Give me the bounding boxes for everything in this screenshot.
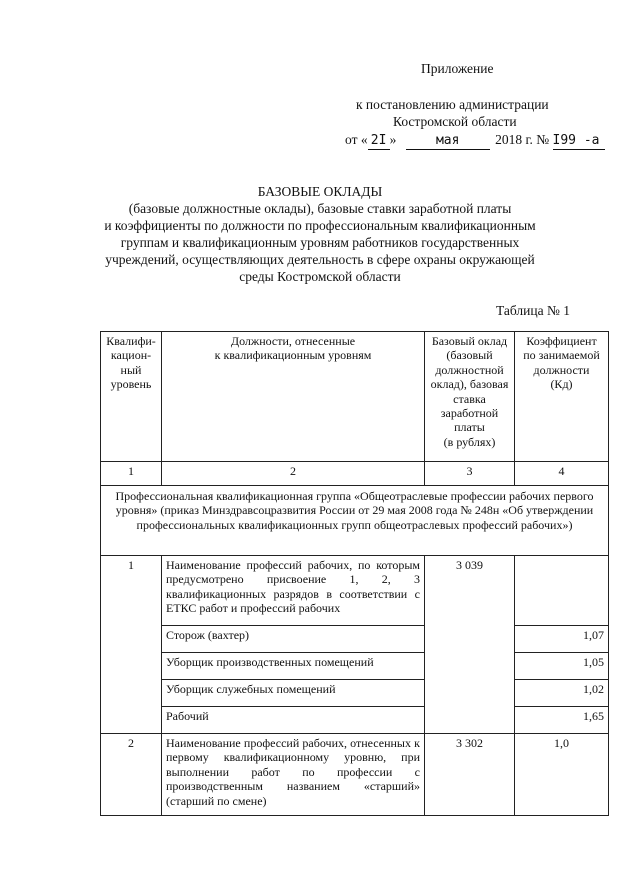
position-coefficient: 1,0: [515, 734, 609, 816]
header-positions: Должности, отнесенные к квалификационным уровням: [162, 332, 425, 462]
table-label: Таблица № 1: [496, 303, 570, 318]
date-day: 2I: [368, 132, 390, 150]
position-name: Сторож (вахтер): [162, 626, 425, 653]
region-label: Костромской области: [393, 114, 517, 129]
salary-table: [100, 331, 609, 816]
column-number: 1: [101, 462, 162, 486]
base-salary: 3 039: [425, 556, 515, 734]
table-row: [101, 707, 609, 734]
level2-row: [101, 734, 609, 816]
date-month: мая: [406, 132, 490, 150]
document-title: БАЗОВЫЕ ОКЛАДЫ: [257, 184, 383, 199]
level-number: 2: [101, 734, 162, 816]
header-salary: Базовый оклад (базовый должностной оклад), базовая ставка заработной платы (в рублях): [425, 332, 515, 462]
level-description: Наименование профессий рабочих, по которым предусмотрено присвоение 1, 2, 3 квалификационных разрядов в соответствии с ЕТКС работ и профессий рабочих: [162, 556, 425, 626]
position-coefficient: 1,65: [515, 707, 609, 734]
date-from: от «: [345, 132, 368, 147]
base-salary: 3 302: [425, 734, 515, 816]
header-level: Квалифи- кацион- ный уровень: [101, 332, 162, 462]
position-coefficient: 1,07: [515, 626, 609, 653]
level-number: 1: [101, 556, 162, 734]
column-number: 2: [162, 462, 425, 486]
resolution-number: I99 -а: [553, 132, 605, 150]
level1-description-row: [101, 556, 609, 626]
title-line-4: учреждений, осуществляющих деятельность в сфере охраны окружающей: [105, 252, 535, 267]
table-header-row: [101, 332, 609, 462]
position-name: Уборщик служебных помещений: [162, 680, 425, 707]
position-name: Рабочий: [162, 707, 425, 734]
group-title-row: [101, 486, 609, 556]
resolution-date-line: [345, 131, 605, 150]
group-title: Профессиональная квалификационная группа «Общеотраслевые профессии рабочих первого уровня» (приказ Минздравсоцразвития России от 29 мая 2008 года № 248н «Об утверждении профессиональных квалификационных групп общеотраслевых профессий рабочих»): [101, 486, 609, 556]
table-row: [101, 626, 609, 653]
title-line-3: группам и квалификационным уровням работников государственных: [120, 235, 520, 250]
resolution-label: к постановлению администрации: [356, 97, 549, 112]
level-description: Наименование профессий рабочих, отнесенных к первому квалификационному уровню, при выполнении работ по профессии с производственным названием «старший» (старший по смене): [162, 734, 425, 816]
appendix-label: Приложение: [421, 61, 494, 76]
date-year: 2018 г. №: [495, 132, 550, 147]
table-row: [101, 653, 609, 680]
header-coefficient: Коэффициент по занимаемой должности (Кд): [515, 332, 609, 462]
title-line-1: (базовые должностные оклады), базовые ставки заработной платы: [128, 201, 512, 216]
position-coefficient: 1,05: [515, 653, 609, 680]
column-number: 3: [425, 462, 515, 486]
date-close-quote: »: [389, 132, 397, 147]
position-name: Уборщик производственных помещений: [162, 653, 425, 680]
title-line-2: и коэффициенты по должности по профессиональным квалификационным: [104, 218, 536, 233]
column-number-row: [101, 462, 609, 486]
column-number: 4: [515, 462, 609, 486]
title-line-5: среды Костромской области: [239, 269, 401, 284]
table-row: [101, 680, 609, 707]
position-coefficient: 1,02: [515, 680, 609, 707]
empty-coefficient-cell: [515, 556, 609, 626]
